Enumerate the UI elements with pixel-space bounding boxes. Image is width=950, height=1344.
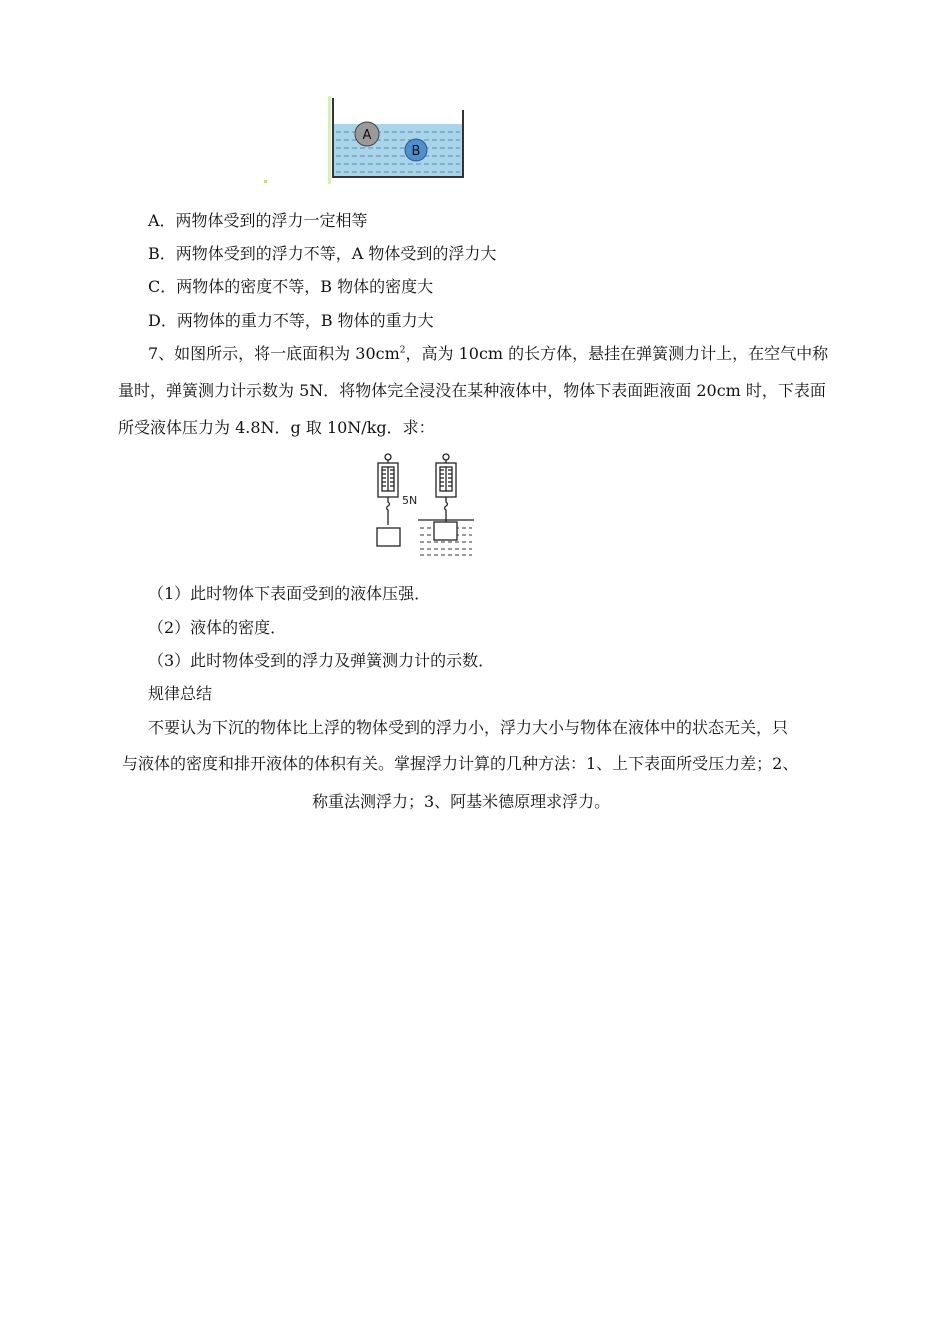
option-c: C．两物体的密度不等，B 物体的密度大	[148, 277, 434, 296]
q7-sub-2: （2）液体的密度．	[148, 618, 287, 637]
option-a: A．两物体受到的浮力一定相等	[148, 211, 368, 230]
option-b: B．两物体受到的浮力不等，A 物体受到的浮力大	[148, 244, 497, 263]
q7-line-2: 量时，弹簧测力计示数为 5N．将物体完全浸没在某种液体中，物体下表面距液面 20cm 时，下表面	[118, 381, 826, 400]
spring-scale-diagram	[362, 452, 478, 558]
stray-dot	[264, 180, 267, 183]
beaker-diagram	[322, 96, 468, 188]
ball-b-label: B	[411, 144, 421, 159]
q7-line-3: 所受液体压力为 4.8N．g 取 10N/kg．求：	[118, 418, 435, 437]
q7-line-1-post: ，高为 10cm 的长方体，悬挂在弹簧测力计上，在空气中称	[405, 344, 829, 363]
submerged-block	[434, 522, 457, 540]
q7-sub-1: （1）此时物体下表面受到的液体压强．	[148, 584, 431, 603]
summary-line-3: 称重法测浮力；3、阿基米德原理求浮力。	[312, 792, 611, 811]
beaker-figure	[322, 96, 468, 188]
right-spring-scale	[436, 454, 456, 522]
left-spring-scale	[377, 454, 400, 546]
summary-line-1: 不要认为下沉的物体比上浮的物体受到的浮力小，浮力大小与物体在液体中的状态无关，只	[148, 718, 789, 737]
scale-reading-label: 5N	[402, 494, 418, 507]
option-d: D．两物体的重力不等，B 物体的重力大	[148, 311, 434, 330]
spring-scale-figure	[362, 452, 478, 558]
q7-sub-3: （3）此时物体受到的浮力及弹簧测力计的示数．	[148, 651, 495, 670]
q7-line-1-pre: 7、如图所示，将一底面积为 30cm	[148, 344, 400, 363]
beaker-edge-highlight	[328, 96, 331, 184]
q7-superscript: 2	[399, 345, 406, 356]
ball-a-label: A	[362, 128, 372, 143]
ball-a	[355, 122, 379, 146]
summary-line-2: 与液体的密度和排开液体的体积有关。掌握浮力计算的几种方法：1、上下表面所受压力差；2、	[122, 754, 799, 773]
liquid-container	[418, 520, 474, 555]
summary-heading: 规律总结	[148, 684, 213, 703]
ball-b	[405, 139, 427, 161]
q7-line-1	[148, 344, 828, 364]
